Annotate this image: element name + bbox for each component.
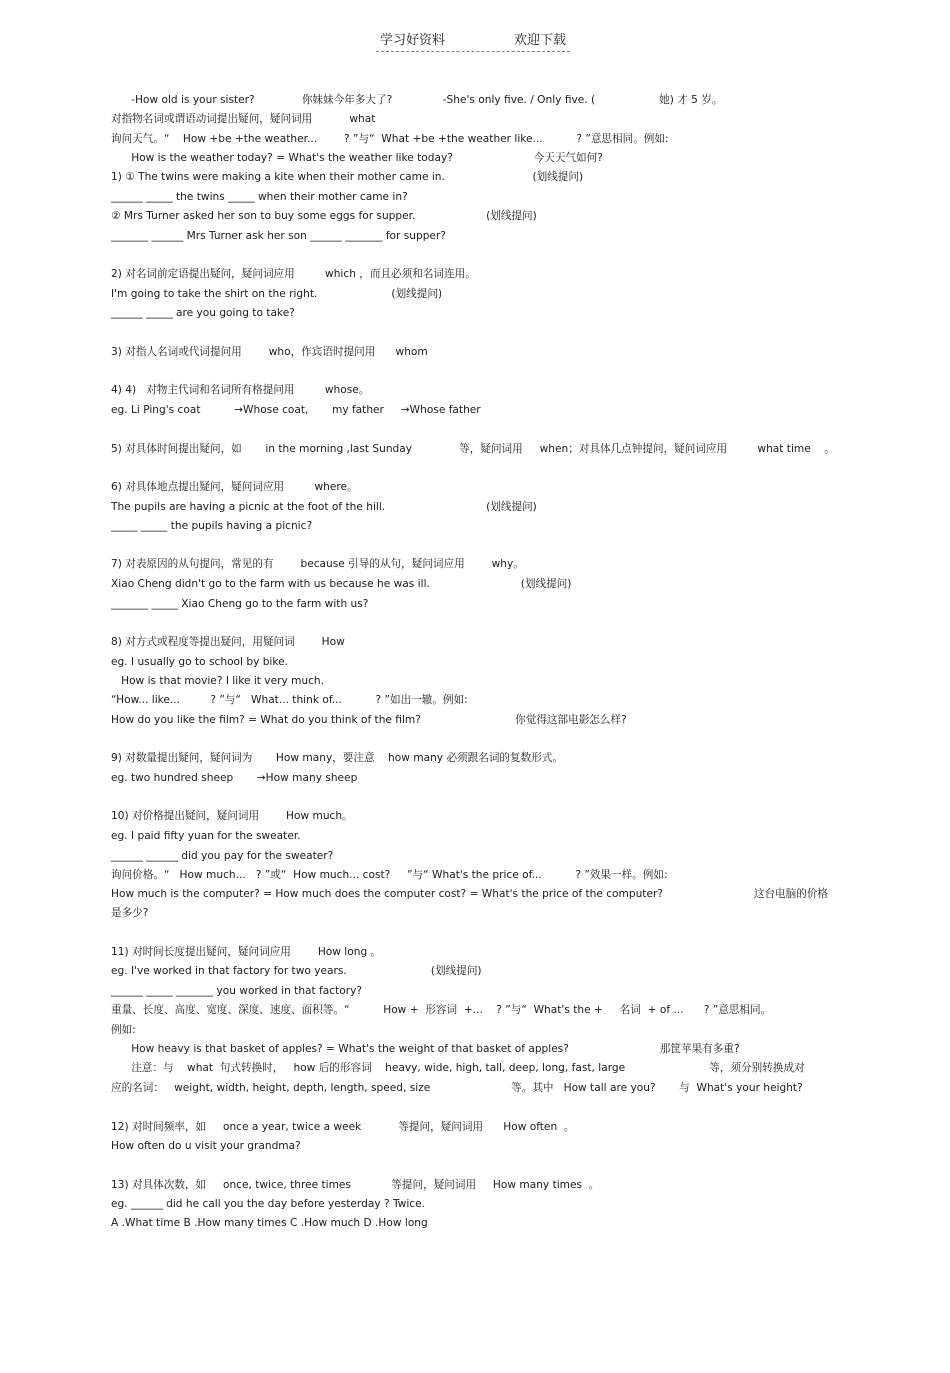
text-line: _______ ______ Mrs Turner ask her son ______ _______ for supper? (111, 230, 446, 242)
text-line: 询问天气。“ How +be +the weather... ? ”与“ What +be +the weather like... ? ”意思相同。例如: (111, 133, 669, 145)
text-line: -How old is your sister? 你妹妹今年多大了? -She's only five. / Only five. ( 她) 才 5 岁。 (111, 94, 723, 106)
text-line: 应的名词： weight, width, height, depth, length, speed, size 等。其中 How tall are you? 与 What's your height? (111, 1082, 803, 1094)
text-line: 4) 4) 对物主代词和名词所有格提问用 whose。 (111, 384, 370, 396)
text-line: How much is the computer? = How much does the computer cost? = What's the price of the computer? 这台电脑的价格 (111, 888, 829, 900)
text-line: How do you like the film? = What do you think of the film? 你觉得这部电影怎么样? (111, 714, 627, 726)
text-line: 9) 对数量提出疑问，疑问词为 How many，要注意 how many 必须跟名词的复数形式。 (111, 752, 563, 764)
text-line: eg. two hundred sheep →How many sheep (111, 772, 358, 784)
text-line: The pupils are having a picnic at the foot of the hill. (划线提问) (111, 501, 537, 513)
text-line: ______ ______ did you pay for the sweater? (111, 850, 334, 862)
text-line: How is that movie? I like it very much. (111, 675, 325, 687)
text-line: _____ _____ the pupils having a picnic? (111, 520, 313, 532)
text-line: 3) 对指人名词或代词提问用 who，作宾语时提问用 whom (111, 346, 428, 358)
text-line: ______ _____ are you going to take? (111, 307, 295, 319)
text-line: ② Mrs Turner asked her son to buy some eggs for supper. (划线提问) (111, 210, 537, 222)
text-line: 注意：与 what 句式转换时， how 后的形容词 heavy, wide, high, tall, deep, long, fast, large 等，须分别转换成对 (111, 1062, 805, 1074)
text-line: eg. ______ did he call you the day before yesterday ? Twice. (111, 1198, 425, 1210)
text-line: 12) 对时间频率，如 once a year, twice a week 等提问，疑问词用 How often 。 (111, 1121, 575, 1133)
text-line: 11) 对时间长度提出疑问，疑问词应用 How long 。 (111, 946, 382, 958)
text-line: 询问价格。“ How much... ? ”或“ How much... cost? ”与“ What's the price of... ? ”效果一样。例如: (111, 869, 668, 881)
text-line: 重量、长度、高度、宽度、深度、速度、面积等。“ How + 形容词 +... ? ”与“ What's the + 名词 + of ... ? ”意思相同。 (111, 1004, 772, 1016)
text-line: 5) 对具体时间提出疑问，如 in the morning ,last Sunday 等，疑问词用 when；对具体几点钟提问，疑问词应用 what time 。 (111, 443, 835, 455)
text-line: 6) 对具体地点提出疑问，疑问词应用 where。 (111, 481, 358, 493)
text-line: 对指物名词或谓语动词提出疑问，疑问词用 what (111, 113, 376, 125)
text-line: 8) 对方式或程度等提出疑问，用疑问词 How (111, 636, 345, 648)
text-line: 是多少? (111, 907, 149, 919)
text-line: eg. I paid fifty yuan for the sweater. (111, 830, 301, 842)
text-line: ______ _____ _______ you worked in that factory? (111, 985, 362, 997)
header-title-left: 学习好资料 (380, 33, 446, 48)
text-line: 10) 对价格提出疑问，疑问词用 How much。 (111, 810, 353, 822)
text-line: 7) 对表原因的从句提问，常见的有 because 引导的从句，疑问词应用 why。 (111, 558, 524, 570)
page-header (0, 33, 950, 53)
text-line: How often do u visit your grandma? (111, 1140, 301, 1152)
header-title-right: 欢迎下载 (514, 33, 567, 48)
text-line: 13) 对具体次数，如 once, twice, three times 等提问，疑问词用 How many times 。 (111, 1179, 600, 1191)
text-line: “How... like... ? ”与“ What... think of... ? ”如出一辙。例如: (111, 694, 468, 706)
text-line: ______ _____ the twins _____ when their mother came in? (111, 191, 408, 203)
text-line: _______ _____ Xiao Cheng go to the farm with us? (111, 598, 369, 610)
text-line: eg. I've worked in that factory for two years. (划线提问) (111, 965, 482, 977)
text-line: 例如: (111, 1024, 136, 1036)
text-line: eg. Li Ping's coat →Whose coat, my father →Whose father (111, 404, 481, 416)
text-line: How is the weather today? = What's the weather like today? 今天天气如何? (111, 152, 603, 164)
text-line: Xiao Cheng didn't go to the farm with us because he was ill. (划线提问) (111, 578, 572, 590)
text-line: 2) 对名词前定语提出疑问，疑问词应用 which ，而且必须和名词连用。 (111, 268, 476, 280)
text-line: How heavy is that basket of apples? = What's the weight of that basket of apples? 那筐苹果有多重? (111, 1043, 740, 1055)
text-line: eg. I usually go to school by bike. (111, 656, 289, 668)
header-divider (376, 51, 570, 52)
text-line: I'm going to take the shirt on the right. (划线提问) (111, 288, 443, 300)
text-line: A .What time B .How many times C .How much D .How long (111, 1217, 428, 1229)
text-line: 1) ① The twins were making a kite when their mother came in. (划线提问) (111, 171, 584, 183)
